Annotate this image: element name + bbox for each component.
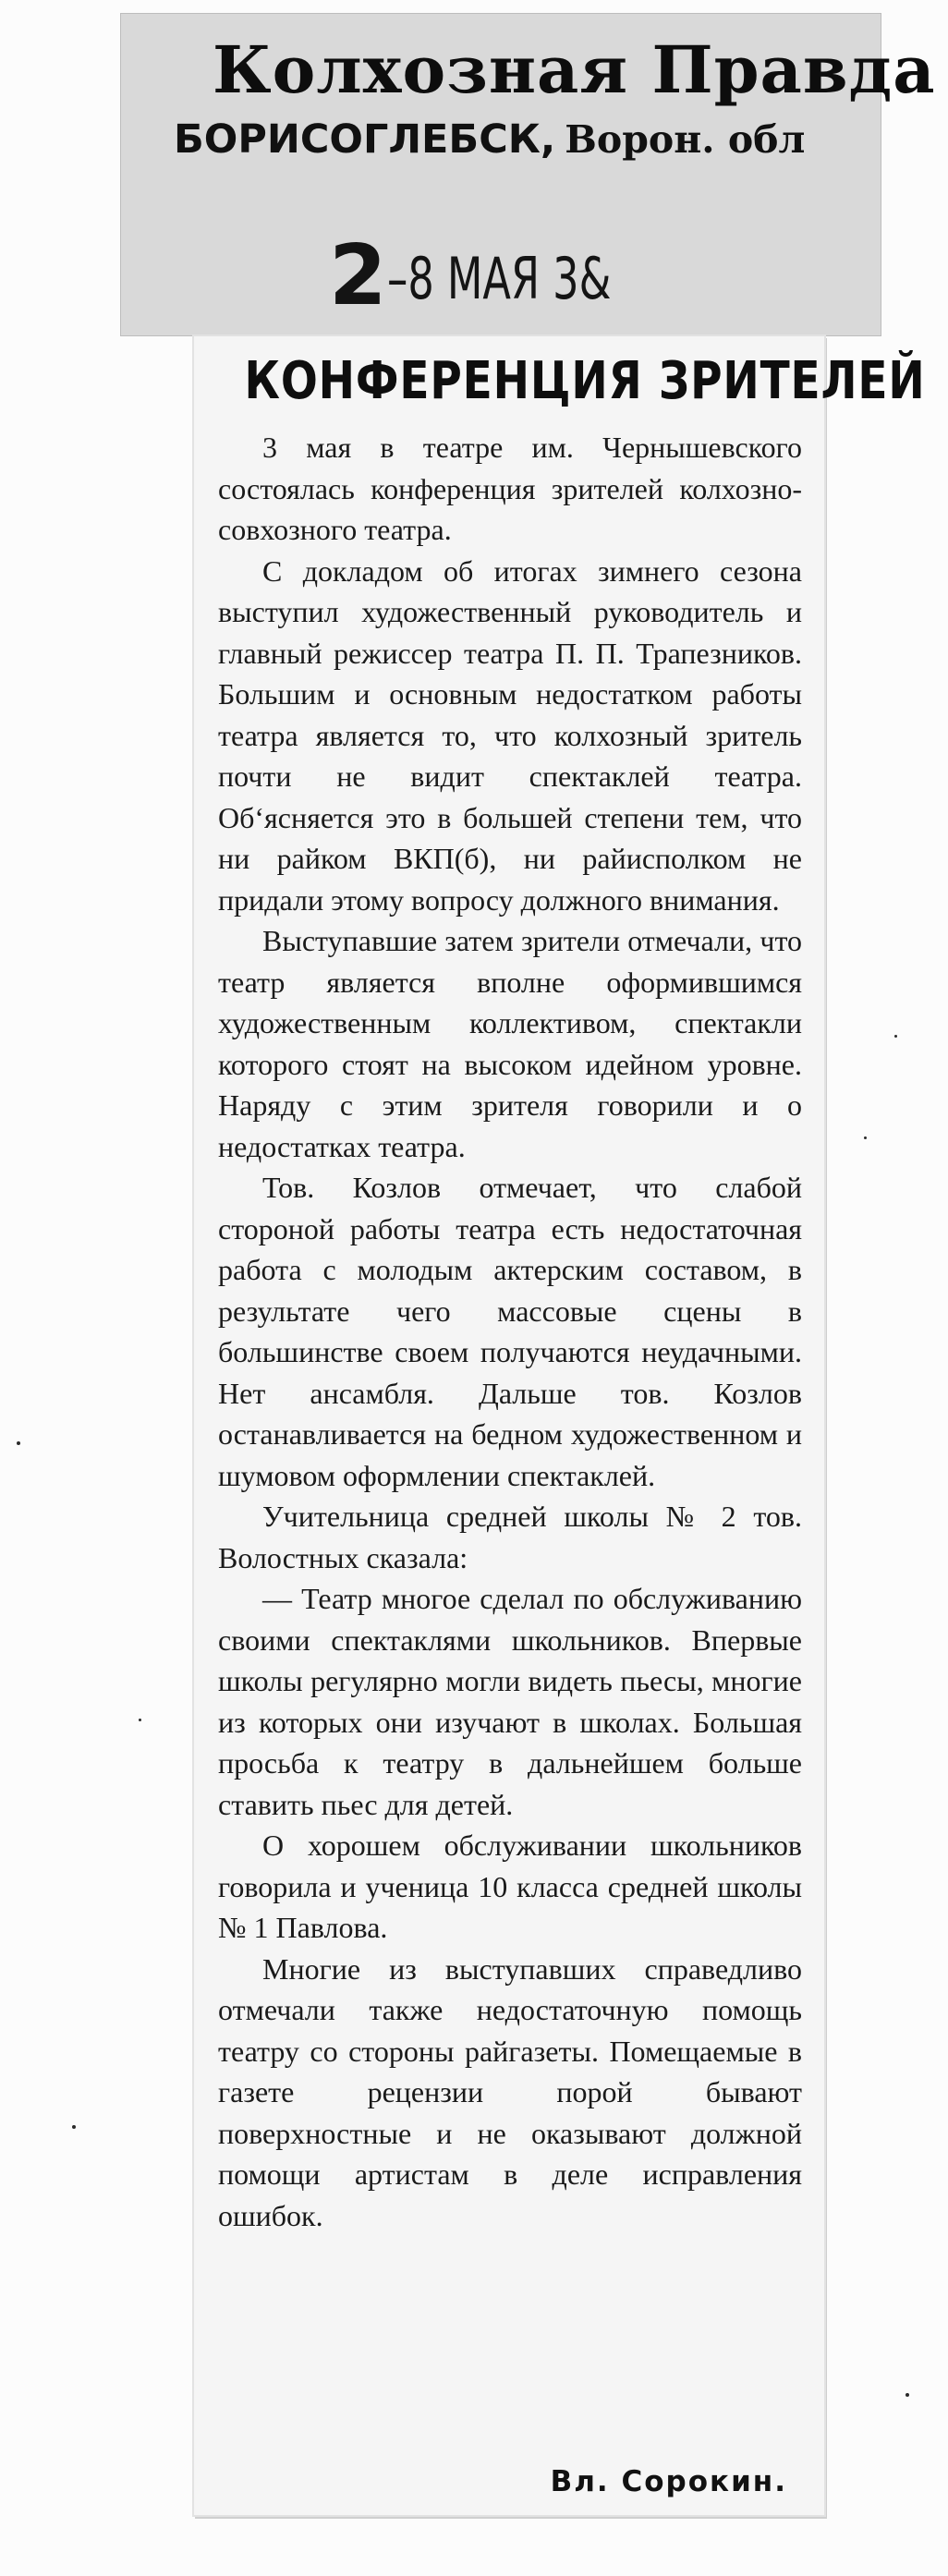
article-signature: Вл. Сорокин.: [550, 2465, 787, 2498]
newspaper-name: Колхозная Правда: [213, 31, 936, 108]
date-day: 2: [329, 227, 387, 324]
paper-speck: [905, 2393, 909, 2397]
article-clipping: [194, 336, 926, 2515]
date-stamp: [329, 227, 698, 324]
article-title: КОНФЕРЕНЦИЯ ЗРИТЕЛЕЙ: [244, 351, 926, 411]
paper-speck: [139, 1719, 141, 1721]
paper-speck: [17, 1441, 20, 1445]
date-month-year: –8 МАЯ 3&: [386, 245, 612, 312]
article-body: [218, 427, 802, 2236]
article-paragraph: О хорошем обслуживании школьников говорила и ученица 10 класса средней школы № 1 Павлова.: [218, 1829, 802, 1944]
paper-speck: [864, 1136, 867, 1139]
newspaper-city-line: [174, 116, 894, 163]
paper-speck: [894, 1035, 897, 1038]
paper-speck: [72, 2125, 76, 2129]
article-paragraph: Выступавшие затем зрители отмечали, что театр является вполне оформившимся художественным коллективом, спектакли которого стоят на высоком идейном уровне. Наряду с этим зрителя говорили и о недостатках театра.: [218, 924, 802, 1163]
article-paragraph: Многие из выступавших справедливо отмечали также недостаточную помощь театру со стороны райгазеты. Помещаемые в газете рецензии порой бывают поверхностные и не оказывают должной помощи артистам в деле исправления ошибок.: [218, 1951, 802, 2232]
article-paragraph: С докладом об итогах зимнего сезона выступил художественный руководитель и главный режиссер театра П. П. Трапезников. Большим и основным недостатком работы театра является то, что колхозный зритель почти не видит спектаклей театра. Об‘ясняется это в большей степени тем, что ни райком ВКП(б), ни райисполком не придали этому вопросу должного внимания.: [218, 553, 802, 917]
article-paragraph: Учительница средней школы № 2 тов. Волостных сказала:: [218, 1500, 802, 1574]
city-name: БОРИСОГЛЕБСК,: [174, 116, 556, 163]
article-paragraph: 3 мая в театре им. Чернышевского состоялась конференция зрителей колхозно-совхозного театра.: [218, 431, 802, 546]
article-paragraph: — Театр многое сделал по обслуживанию своими спектаклями школьников. Впервые школы регулярно могли видеть пьесы, многие из которых они изучают в школах. Большая просьба к театру в дальнейшем больше ставить пьес для детей.: [218, 1582, 802, 1821]
newspaper-masthead-clipping: [120, 13, 936, 336]
article-paragraph: Тов. Козлов отмечает, что слабой стороной работы театра есть недостаточная работа с молодым актерским составом, в результате чего массовые сцены в большинстве своем получаются неудачными. Нет ансамбля. Дальше тов. Козлов останавливается на бедном художественном и шумовом оформлении спектаклей.: [218, 1171, 802, 1492]
region-name: Ворон. обл: [565, 117, 806, 162]
